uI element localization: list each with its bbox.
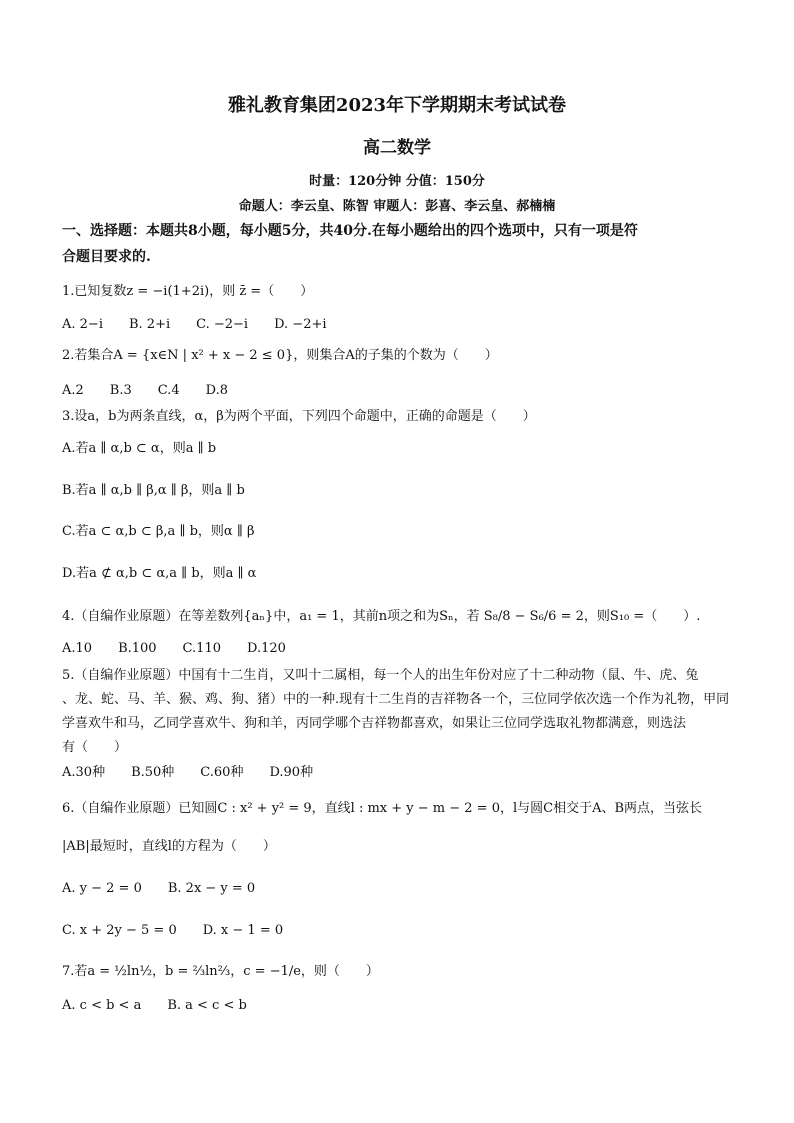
question-stem: 7.若a = ½ln½，b = ⅔ln⅔，c = −1/e，则（ ） — [62, 964, 379, 979]
question-options: A.30种 B.50种 C.60种 D.90种 — [62, 765, 314, 780]
question-options: A.2 B.3 C.4 D.8 — [62, 383, 228, 398]
question-line: 6.（自编作业原题）已知圆C : x² + y² = 9，直线l : mx + y − m − 2 = 0，l与圆C相交于A、B两点，当弦长 — [62, 801, 703, 816]
question-line: 学喜欢牛和马，乙同学喜欢牛、狗和羊，丙同学哪个吉祥物都喜欢，如果让三位同学选取礼物都满意，则选法 — [62, 716, 687, 731]
exam-subject: 高二数学 — [363, 138, 431, 158]
question-line: 有（ ） — [62, 740, 128, 755]
question-line: 5.（自编作业原题）中国有十二生肖，又叫十二属相，每一个人的出生年份对应了十二种动物（鼠、牛、虎、兔 — [62, 668, 699, 683]
question-stem: 1.已知复数z = −i(1+2i)，则 z̄ =（ ） — [62, 284, 314, 299]
option-a: A.若a ∥ α,b ⊂ α，则a ∥ b — [62, 441, 217, 456]
question-line: |AB|最短时，直线l的方程为（ ） — [62, 839, 276, 854]
time-score: 时量：120分钟 分值：150分 — [309, 174, 485, 189]
question-options: A. c < b < a B. a < c < b — [62, 998, 247, 1013]
section-heading-line1: 一、选择题：本题共8小题，每小题5分，共40分.在每小题给出的四个选项中，只有一项是符 — [62, 223, 638, 239]
question-stem: 2.若集合A = {x∈N | x² + x − 2 ≤ 0}，则集合A的子集的个数为（ ） — [62, 348, 498, 363]
option-d: D.若a ⊄ α,b ⊂ α,a ∥ b，则a ∥ α — [62, 566, 257, 581]
option-b: B.若a ∥ α,b ∥ β,α ∥ β，则a ∥ b — [62, 483, 245, 498]
exam-authors: 命题人：李云皇、陈智 审题人：彭喜、李云皇、郝楠楠 — [238, 199, 556, 214]
question-stem: 4.（自编作业原题）在等差数列{aₙ}中，a₁ = 1，其前n项之和为Sₙ，若 S₈/8 − S₆/6 = 2，则S₁₀ =（ ）. — [62, 609, 701, 624]
section-heading-line2: 合题目要求的. — [62, 249, 151, 265]
question-line: 、龙、蛇、马、羊、猴、鸡、狗、猪）中的一种.现有十二生肖的吉祥物各一个，三位同学依次选一个作为礼物，甲同 — [62, 692, 730, 707]
question-options: A. 2−i B. 2+i C. −2−i D. −2+i — [62, 317, 327, 332]
exam-title: 雅礼教育集团2023年下学期期末考试试卷 — [227, 95, 567, 116]
options-cd: C. x + 2y − 5 = 0 D. x − 1 = 0 — [62, 923, 284, 938]
option-c: C.若a ⊂ α,b ⊂ β,a ∥ b，则α ∥ β — [62, 524, 255, 539]
question-options: A.10 B.100 C.110 D.120 — [62, 641, 286, 656]
options-ab: A. y − 2 = 0 B. 2x − y = 0 — [62, 881, 256, 896]
question-stem: 3.设a，b为两条直线，α，β为两个平面，下列四个命题中，正确的命题是（ ） — [62, 409, 536, 424]
